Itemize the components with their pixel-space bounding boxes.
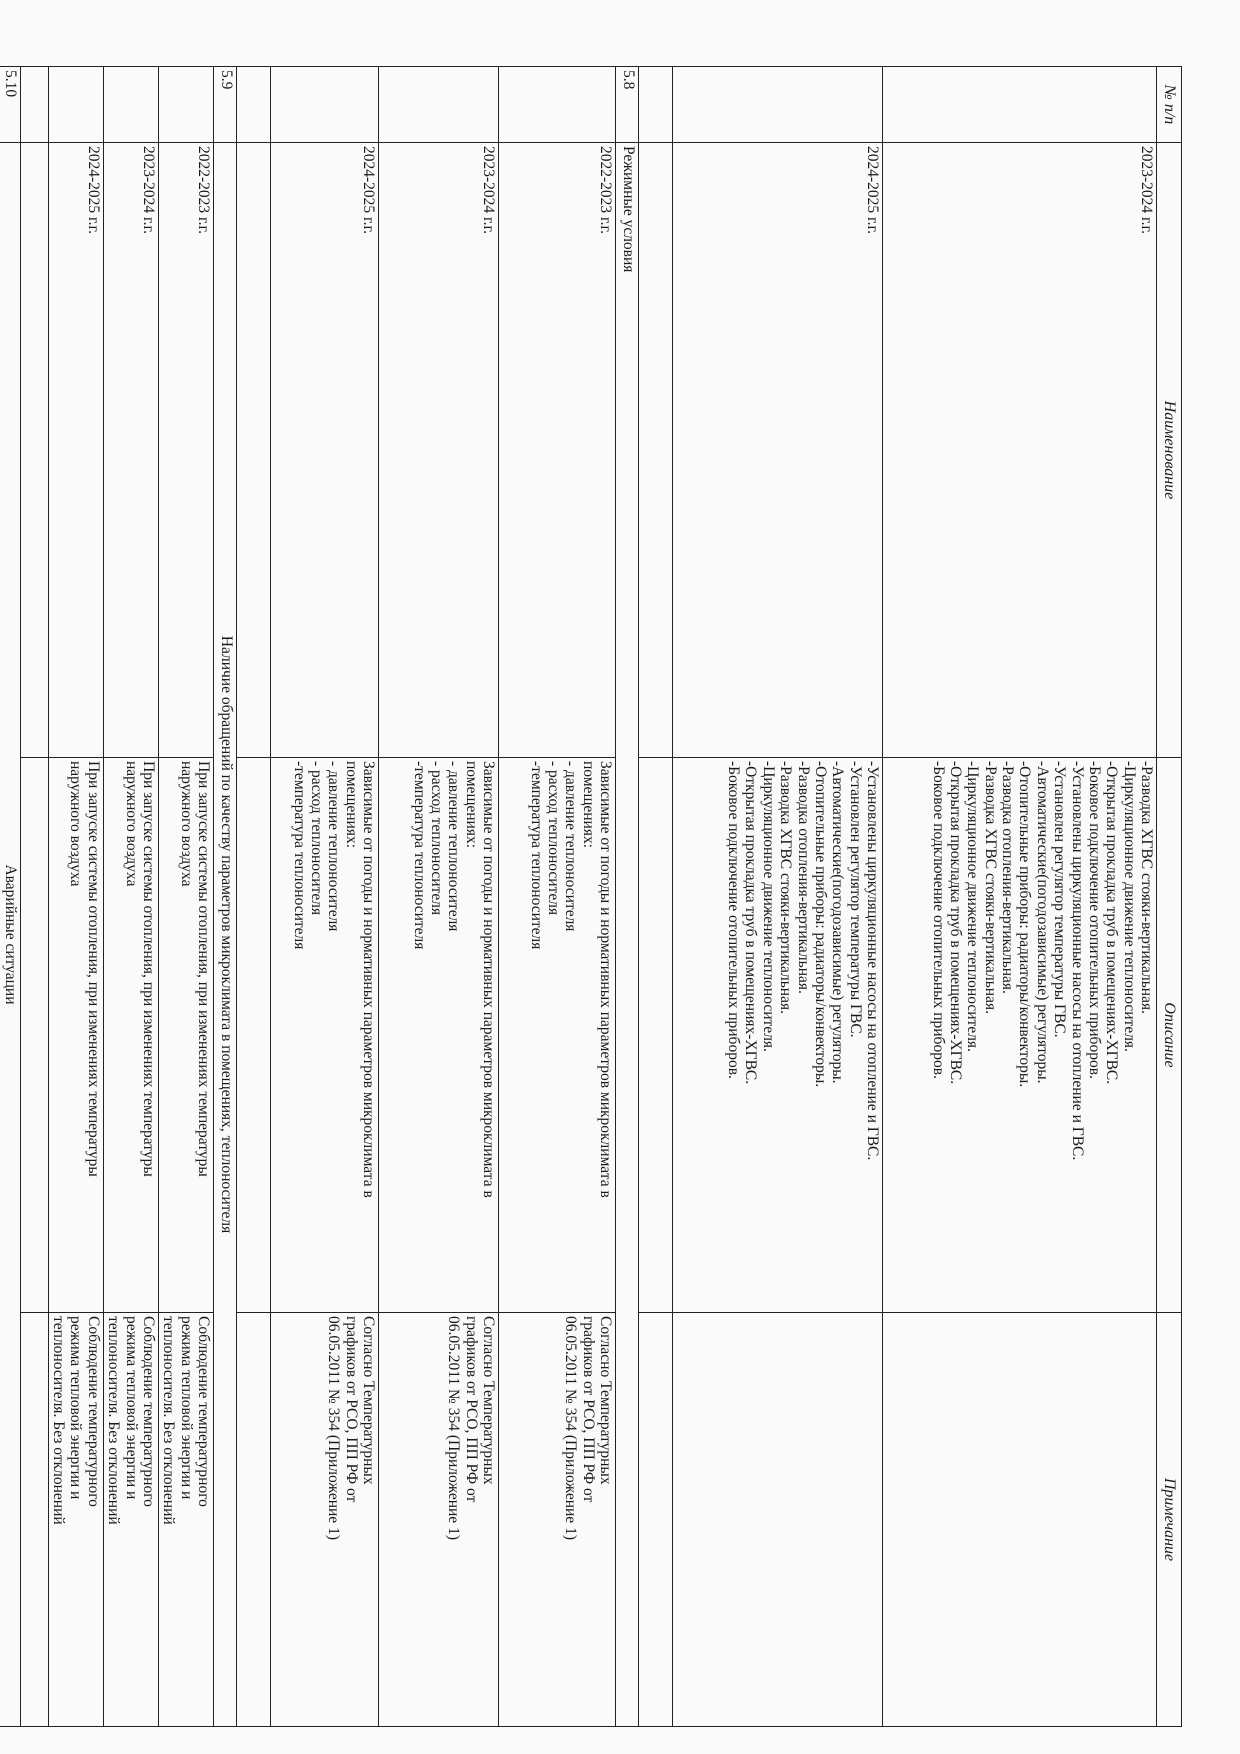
desc-line: -Разводка ХГВС стояки-вертикальная.	[777, 761, 795, 1014]
note-line: режима тепловой энергии и	[122, 1316, 140, 1500]
desc-line: - давление теплоносителя	[325, 761, 343, 932]
table-row	[499, 67, 616, 1727]
cell-note	[271, 1313, 379, 1727]
cell-num	[499, 67, 616, 143]
cell-desc	[48, 758, 103, 1313]
desc-line: - расход теплоносителя	[544, 761, 562, 916]
desc-line: -Установлены циркуляционные насосы на отопление и ГВС.	[864, 761, 881, 1161]
desc-line: - давление теплоносителя	[445, 761, 463, 932]
cell-desc	[103, 758, 158, 1313]
desc-line: наружного воздуха	[122, 761, 140, 887]
table-row	[639, 67, 673, 1727]
table-row	[103, 67, 158, 1727]
cell-period: 2024-2025 г.г.	[48, 143, 103, 758]
note-line: графиков от РСО, ПП РФ от	[342, 1316, 360, 1503]
note-line: графиков от РСО, ПП РФ от	[462, 1316, 480, 1503]
desc-line: помещениях:	[462, 761, 480, 849]
cell-period: 2023-2024 г.г.	[379, 143, 499, 758]
cell-num	[673, 67, 883, 143]
note-line: теплоносителя. Без отклонений	[160, 1316, 178, 1525]
cell-num	[48, 67, 103, 143]
cell-note	[499, 1313, 616, 1727]
rotated-page	[1, 66, 1182, 1726]
header-note: Примечание	[1157, 1313, 1182, 1727]
note-line: Согласно Температурных	[480, 1316, 497, 1485]
note-line: Согласно Температурных	[597, 1316, 614, 1485]
note-line: Соблюдение температурного	[195, 1316, 212, 1507]
note-line: Соблюдение температурного	[139, 1316, 157, 1507]
desc-line: Зависимые от погоды и нормативных параметров микроклимата в	[360, 761, 377, 1198]
cell-period: 2023-2024 г.г.	[103, 143, 158, 758]
desc-line: Зависимые от погоды и нормативных параметров микроклимата в	[480, 761, 497, 1198]
table-row	[673, 67, 883, 1727]
section-title: Аварийные ситуации	[0, 143, 20, 1727]
section-title: Режимные условия	[616, 143, 639, 1727]
desc-line: -Боковое подключение отопительных приборов.	[929, 761, 947, 1079]
table-row	[379, 67, 499, 1727]
desc-line: При запуске системы отопления, при изменениях температуры	[84, 761, 102, 1177]
cell-note	[103, 1313, 158, 1727]
table-row	[883, 67, 1157, 1727]
desc-line: -Отопительные приборы: радиаторы/конвекторы.	[811, 761, 829, 1088]
note-line: теплоносителя. Без отклонений	[50, 1316, 68, 1525]
desc-line: -температура теплоносителя	[410, 761, 428, 950]
desc-line: -Циркуляционное движение теплоносителя.	[964, 761, 982, 1052]
desc-line: -Разводка ХГВС стояки-вертикальная.	[1138, 761, 1155, 1014]
desc-line: -Открытая прокладка труб в помещениях-ХГВС.	[1103, 761, 1121, 1085]
cell-desc	[271, 758, 379, 1313]
desc-line: -Циркуляционное движение теплоносителя.	[759, 761, 777, 1052]
table-row	[237, 67, 271, 1727]
section-num: 5.10	[0, 67, 20, 143]
cell-desc	[158, 758, 213, 1313]
desc-line: При запуске системы отопления, при изменениях температуры	[139, 761, 157, 1177]
cell-note	[48, 1313, 103, 1727]
desc-line: -Открытая прокладка труб в помещениях-ХГВС.	[947, 761, 965, 1085]
desc-line: наружного воздуха	[67, 761, 85, 887]
table-row	[271, 67, 379, 1727]
note-line: Соблюдение температурного	[84, 1316, 102, 1507]
section-num: 5.9	[214, 67, 237, 143]
desc-line: -Отопительные приборы: радиаторы/конвекторы.	[1016, 761, 1034, 1088]
section-row-5-9	[214, 67, 237, 1727]
desc-line: -температура теплоносителя	[290, 761, 308, 950]
desc-line: -Установлен регулятор температуры ГВС.	[1051, 761, 1069, 1038]
note-line: 06.05.2011 № 354 (Приложение 1)	[325, 1316, 343, 1540]
cell-desc	[883, 758, 1157, 1313]
desc-line: -Боковое подключение отопительных приборов.	[725, 761, 743, 1079]
cell-num	[103, 67, 158, 143]
cell-num	[379, 67, 499, 143]
cell-period: 2024-2025 г.г.	[271, 143, 379, 758]
desc-line: помещениях:	[579, 761, 597, 849]
note-line: 06.05.2011 № 354 (Приложение 1)	[562, 1316, 580, 1540]
desc-line: Зависимые от погоды и нормативных параметров микроклимата в	[597, 761, 614, 1198]
document-table	[0, 66, 1182, 1727]
cell-note	[883, 1313, 1157, 1727]
desc-line: -Разводка ХГВС стояки-вертикальная.	[981, 761, 999, 1014]
desc-line: -Циркуляционное движение теплоносителя.	[1120, 761, 1138, 1052]
cell-note	[158, 1313, 213, 1727]
cell-period: 2022-2023 г.г.	[158, 143, 213, 758]
cell-desc	[379, 758, 499, 1313]
header-desc: Описание	[1157, 758, 1182, 1313]
table-row	[48, 67, 103, 1727]
desc-line: -Автоматические(погодозависимые) регуляторы.	[829, 761, 847, 1084]
desc-line: -Боковое подключение отопительных приборов.	[1085, 761, 1103, 1079]
table-row	[158, 67, 213, 1727]
cell-note	[379, 1313, 499, 1727]
cell-period: 2022-2023 г.г.	[499, 143, 616, 758]
desc-line: -Открытая прокладка труб в помещениях-ХГВС.	[742, 761, 760, 1085]
note-line: режима тепловой энергии и	[177, 1316, 195, 1500]
desc-line: -Разводка отопления-вертикальная.	[794, 761, 812, 994]
header-name: Наименование	[1157, 143, 1182, 758]
note-line: Согласно Температурных	[360, 1316, 377, 1485]
desc-line: - расход теплоносителя	[307, 761, 325, 916]
cell-num	[158, 67, 213, 143]
table-row	[20, 67, 48, 1727]
cell-period: 2024-2025 г.г.	[673, 143, 883, 758]
section-title: Наличие обращений по качеству параметров микроклимата в помещениях, теплоносителя	[214, 143, 237, 1727]
section-row-5-8	[616, 67, 639, 1727]
cell-num	[883, 67, 1157, 143]
note-line: 06.05.2011 № 354 (Приложение 1)	[445, 1316, 463, 1540]
section-num: 5.8	[616, 67, 639, 143]
section-row-5-10	[0, 67, 20, 1727]
desc-line: При запуске системы отопления, при изменениях температуры	[195, 761, 212, 1177]
desc-line: -Установлены циркуляционные насосы на отопление и ГВС.	[1068, 761, 1086, 1161]
cell-period: 2023-2024 г.г.	[883, 143, 1157, 758]
note-line: режима тепловой энергии и	[67, 1316, 85, 1500]
desc-line: -температура теплоносителя	[527, 761, 545, 950]
cell-note	[673, 1313, 883, 1727]
cell-desc	[673, 758, 883, 1313]
desc-line: - давление теплоносителя	[562, 761, 580, 932]
cell-desc	[499, 758, 616, 1313]
desc-line: -Установлен регулятор температуры ГВС.	[846, 761, 864, 1038]
desc-line: - расход теплоносителя	[427, 761, 445, 916]
desc-line: -Автоматические(погодозависимые) регуляторы.	[1033, 761, 1051, 1084]
cell-num	[271, 67, 379, 143]
note-line: теплоносителя. Без отклонений	[105, 1316, 123, 1525]
header-num: № п/п	[1157, 67, 1182, 143]
note-line: графиков от РСО, ПП РФ от	[579, 1316, 597, 1503]
desc-line: помещениях:	[342, 761, 360, 849]
table-header-row	[1157, 67, 1182, 1727]
desc-line: -Разводка отопления-вертикальная.	[999, 761, 1017, 994]
desc-line: наружного воздуха	[177, 761, 195, 887]
